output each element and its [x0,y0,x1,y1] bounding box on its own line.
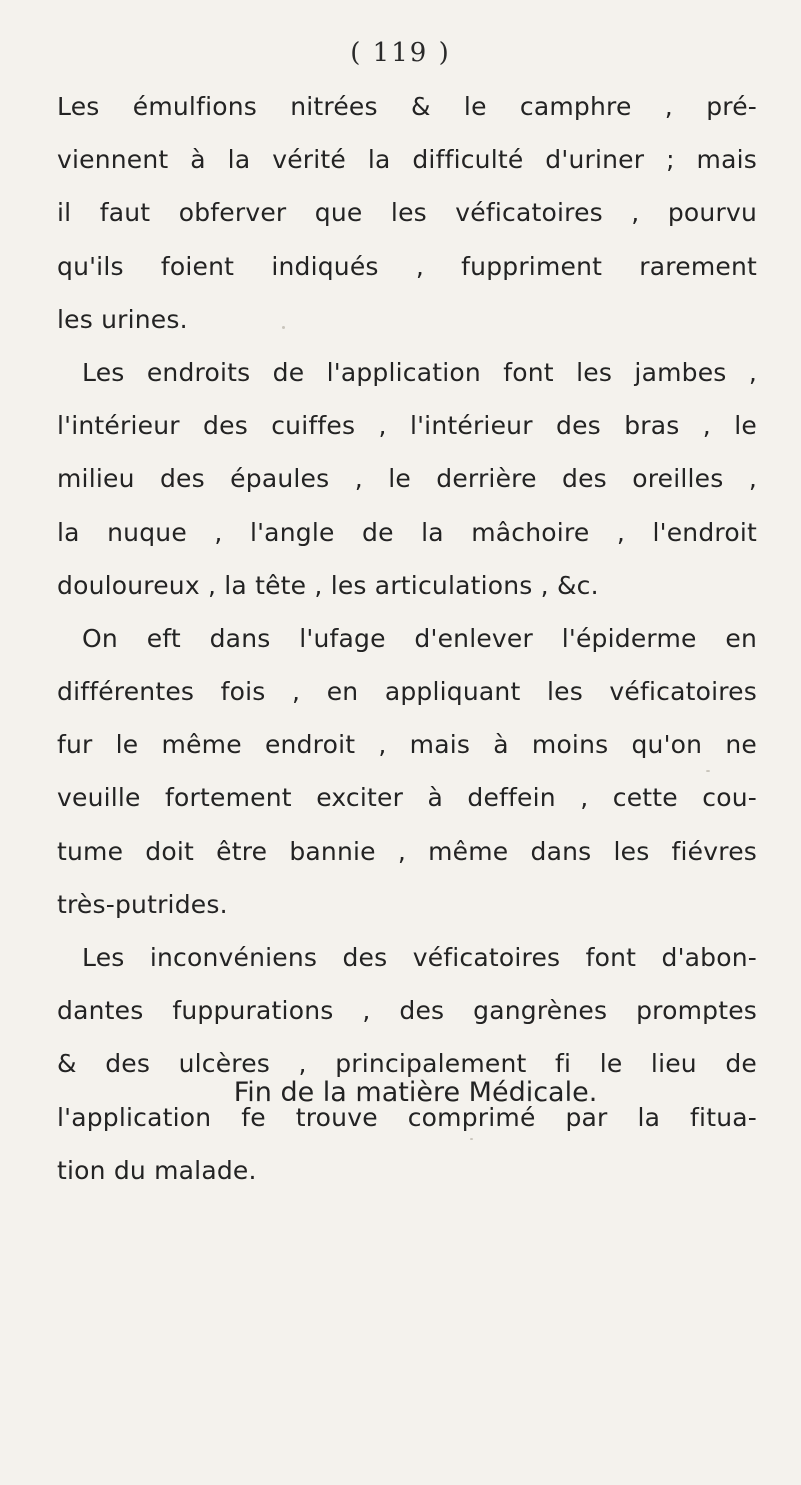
text-line: les urines. [57,304,188,334]
text-line: & des ulcères , principalement fi le lieu de [57,1049,757,1079]
text-line: Les inconvéniens des véficatoires font d'abon- [82,943,757,972]
text-line: qu'ils foient indiqués , fuppriment rarement [57,251,757,281]
text-line: On eft dans l'ufage d'enlever l'épiderme en [82,623,757,653]
text-line: il faut obferver que les véficatoires , pourvu [57,198,757,228]
text-line: douloureux , la tête , les articulations , &c. [57,570,599,600]
text-line: dantes fuppurations , des gangrènes promptes [57,996,757,1026]
paragraph [57,612,757,931]
paper-speck [470,1138,473,1140]
text-line: Les émulfions nitrées & le camphre , pré- [57,92,757,121]
body-text [57,80,757,1197]
text-line: veuille fortement exciter à deffein , cette cou- [57,783,757,813]
text-line: viennent à la vérité la difficulté d'uriner ; mais [57,145,757,175]
paper-speck [706,770,710,772]
text-line: tume doit être bannie , même dans les fiévres [57,836,757,866]
paragraph [57,80,757,346]
text-line: différentes fois , en appliquant les véficatoires [57,677,757,707]
paper-speck [282,326,285,329]
paragraph [57,346,757,612]
text-line: l'application fe trouve comprimé par la fitua- [57,1102,757,1132]
text-line: Les endroits de l'application font les jambes , [82,357,757,387]
text-line: très-putrides. [57,889,228,919]
page-number: ( 119 ) [350,38,451,68]
text-line: tion du malade. [57,1155,257,1185]
paragraph [57,931,757,1197]
text-line: fur le même endroit , mais à moins qu'on ne [57,730,757,760]
colophon: Fin de la matière Médicale. [233,1077,598,1108]
text-line: milieu des épaules , le derrière des oreilles , [57,464,757,494]
text-line: la nuque , l'angle de la mâchoire , l'endroit [57,517,757,547]
text-line: l'intérieur des cuiffes , l'intérieur des bras , le [57,411,757,441]
